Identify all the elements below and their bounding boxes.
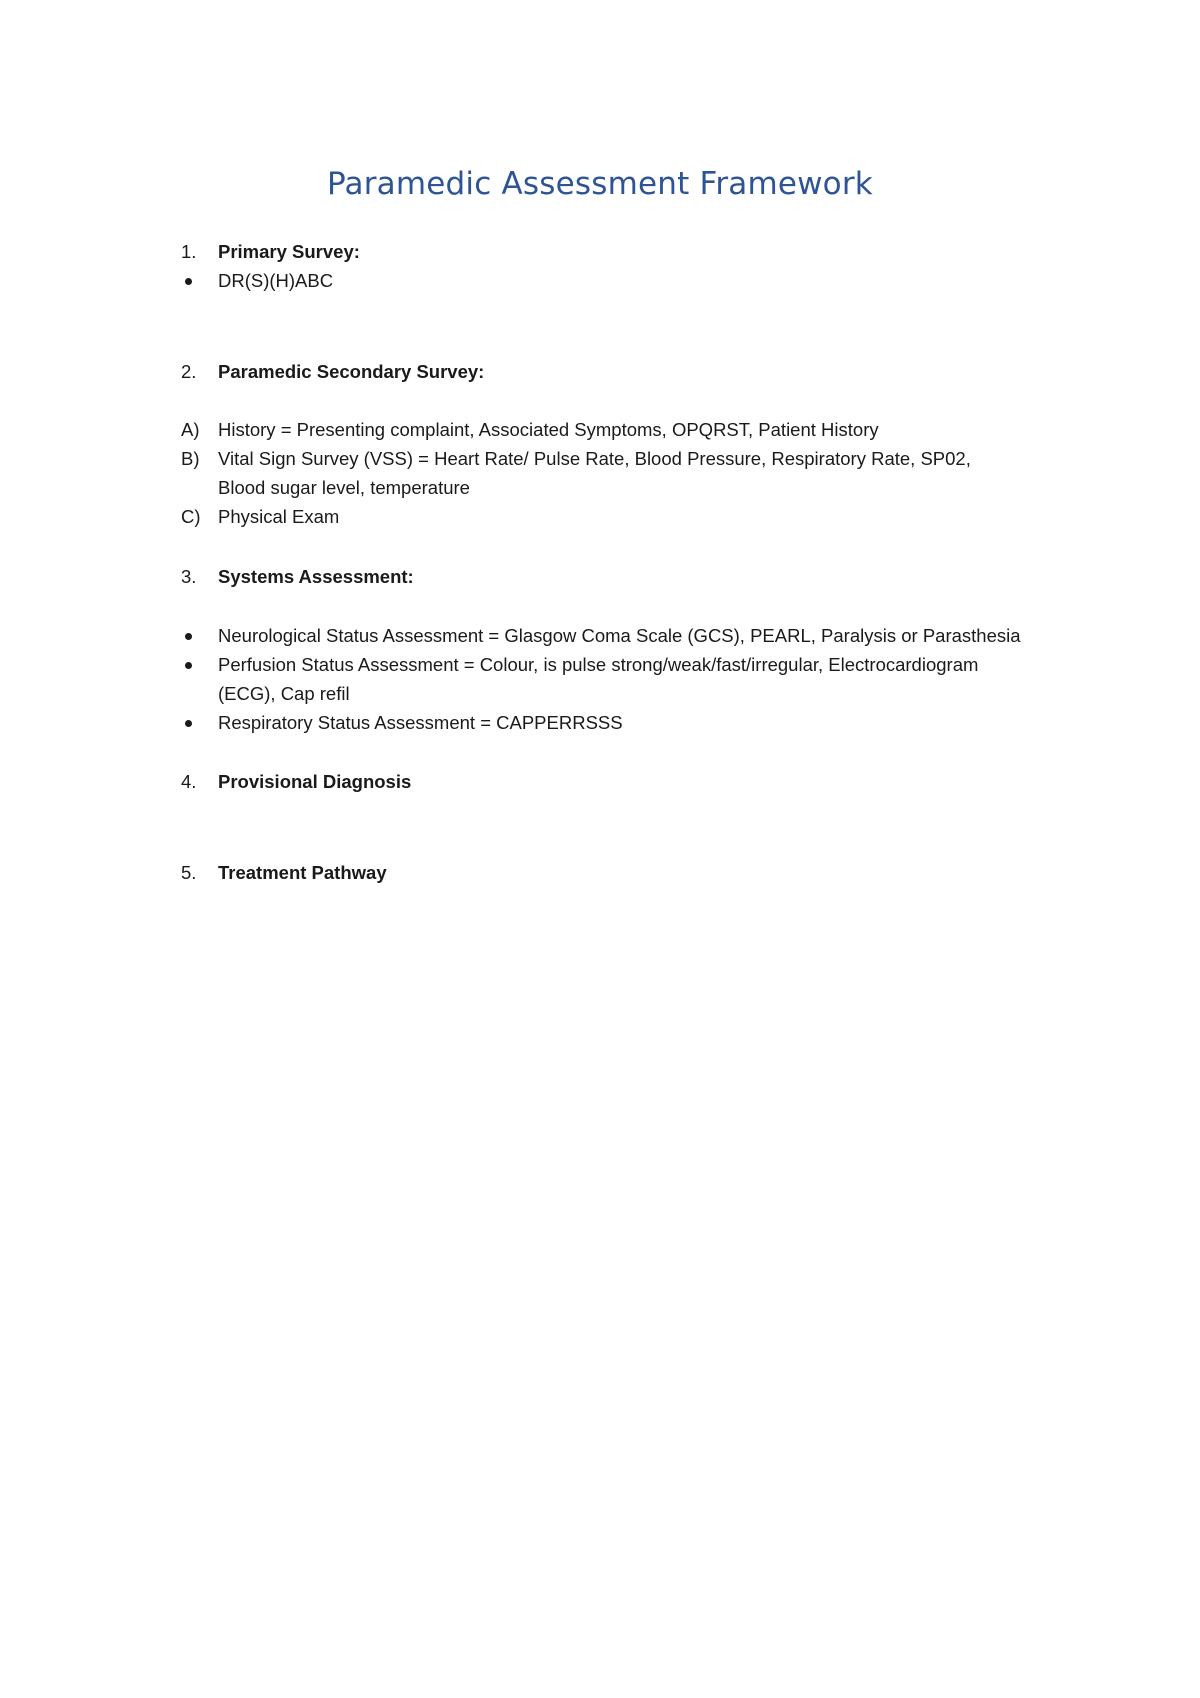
section-heading: Systems Assessment: (218, 566, 414, 587)
section-heading: Provisional Diagnosis (218, 771, 412, 792)
list-item-continuation: Blood sugar level, temperature (218, 477, 470, 498)
section-heading: Primary Survey: (218, 241, 360, 262)
list-item-continuation: (ECG), Cap refil (218, 683, 350, 704)
list-item-text: Physical Exam (218, 506, 340, 527)
bullet-icon (185, 720, 192, 727)
bullet-icon (185, 662, 192, 669)
section-heading: Paramedic Secondary Survey: (218, 361, 485, 382)
list-item-text: Respiratory Status Assessment = CAPPERRSSS (218, 712, 623, 733)
list-marker: B) (181, 448, 200, 469)
list-item-text: Neurological Status Assessment = Glasgow Coma Scale (GCS), PEARL, Paralysis or Parasthesia (218, 625, 1021, 646)
list-item-text: DR(S)(H)ABC (218, 270, 334, 291)
section-number: 1. (181, 241, 197, 262)
bullet-icon (185, 278, 192, 285)
section-number: 5. (181, 862, 197, 883)
list-marker: A) (181, 419, 200, 440)
section-number: 3. (181, 566, 197, 587)
document-title: Paramedic Assessment Framework (327, 166, 873, 202)
bullet-icon (185, 633, 192, 640)
section-heading: Treatment Pathway (218, 862, 387, 883)
list-item-text: History = Presenting complaint, Associated Symptoms, OPQRST, Patient History (218, 419, 879, 440)
section-number: 2. (181, 361, 197, 382)
list-item-text: Vital Sign Survey (VSS) = Heart Rate/ Pulse Rate, Blood Pressure, Respiratory Rate, SP02, (218, 448, 971, 469)
list-marker: C) (181, 506, 201, 527)
section-number: 4. (181, 771, 197, 792)
list-item-text: Perfusion Status Assessment = Colour, is pulse strong/weak/fast/irregular, Electrocardiogram (218, 654, 979, 675)
